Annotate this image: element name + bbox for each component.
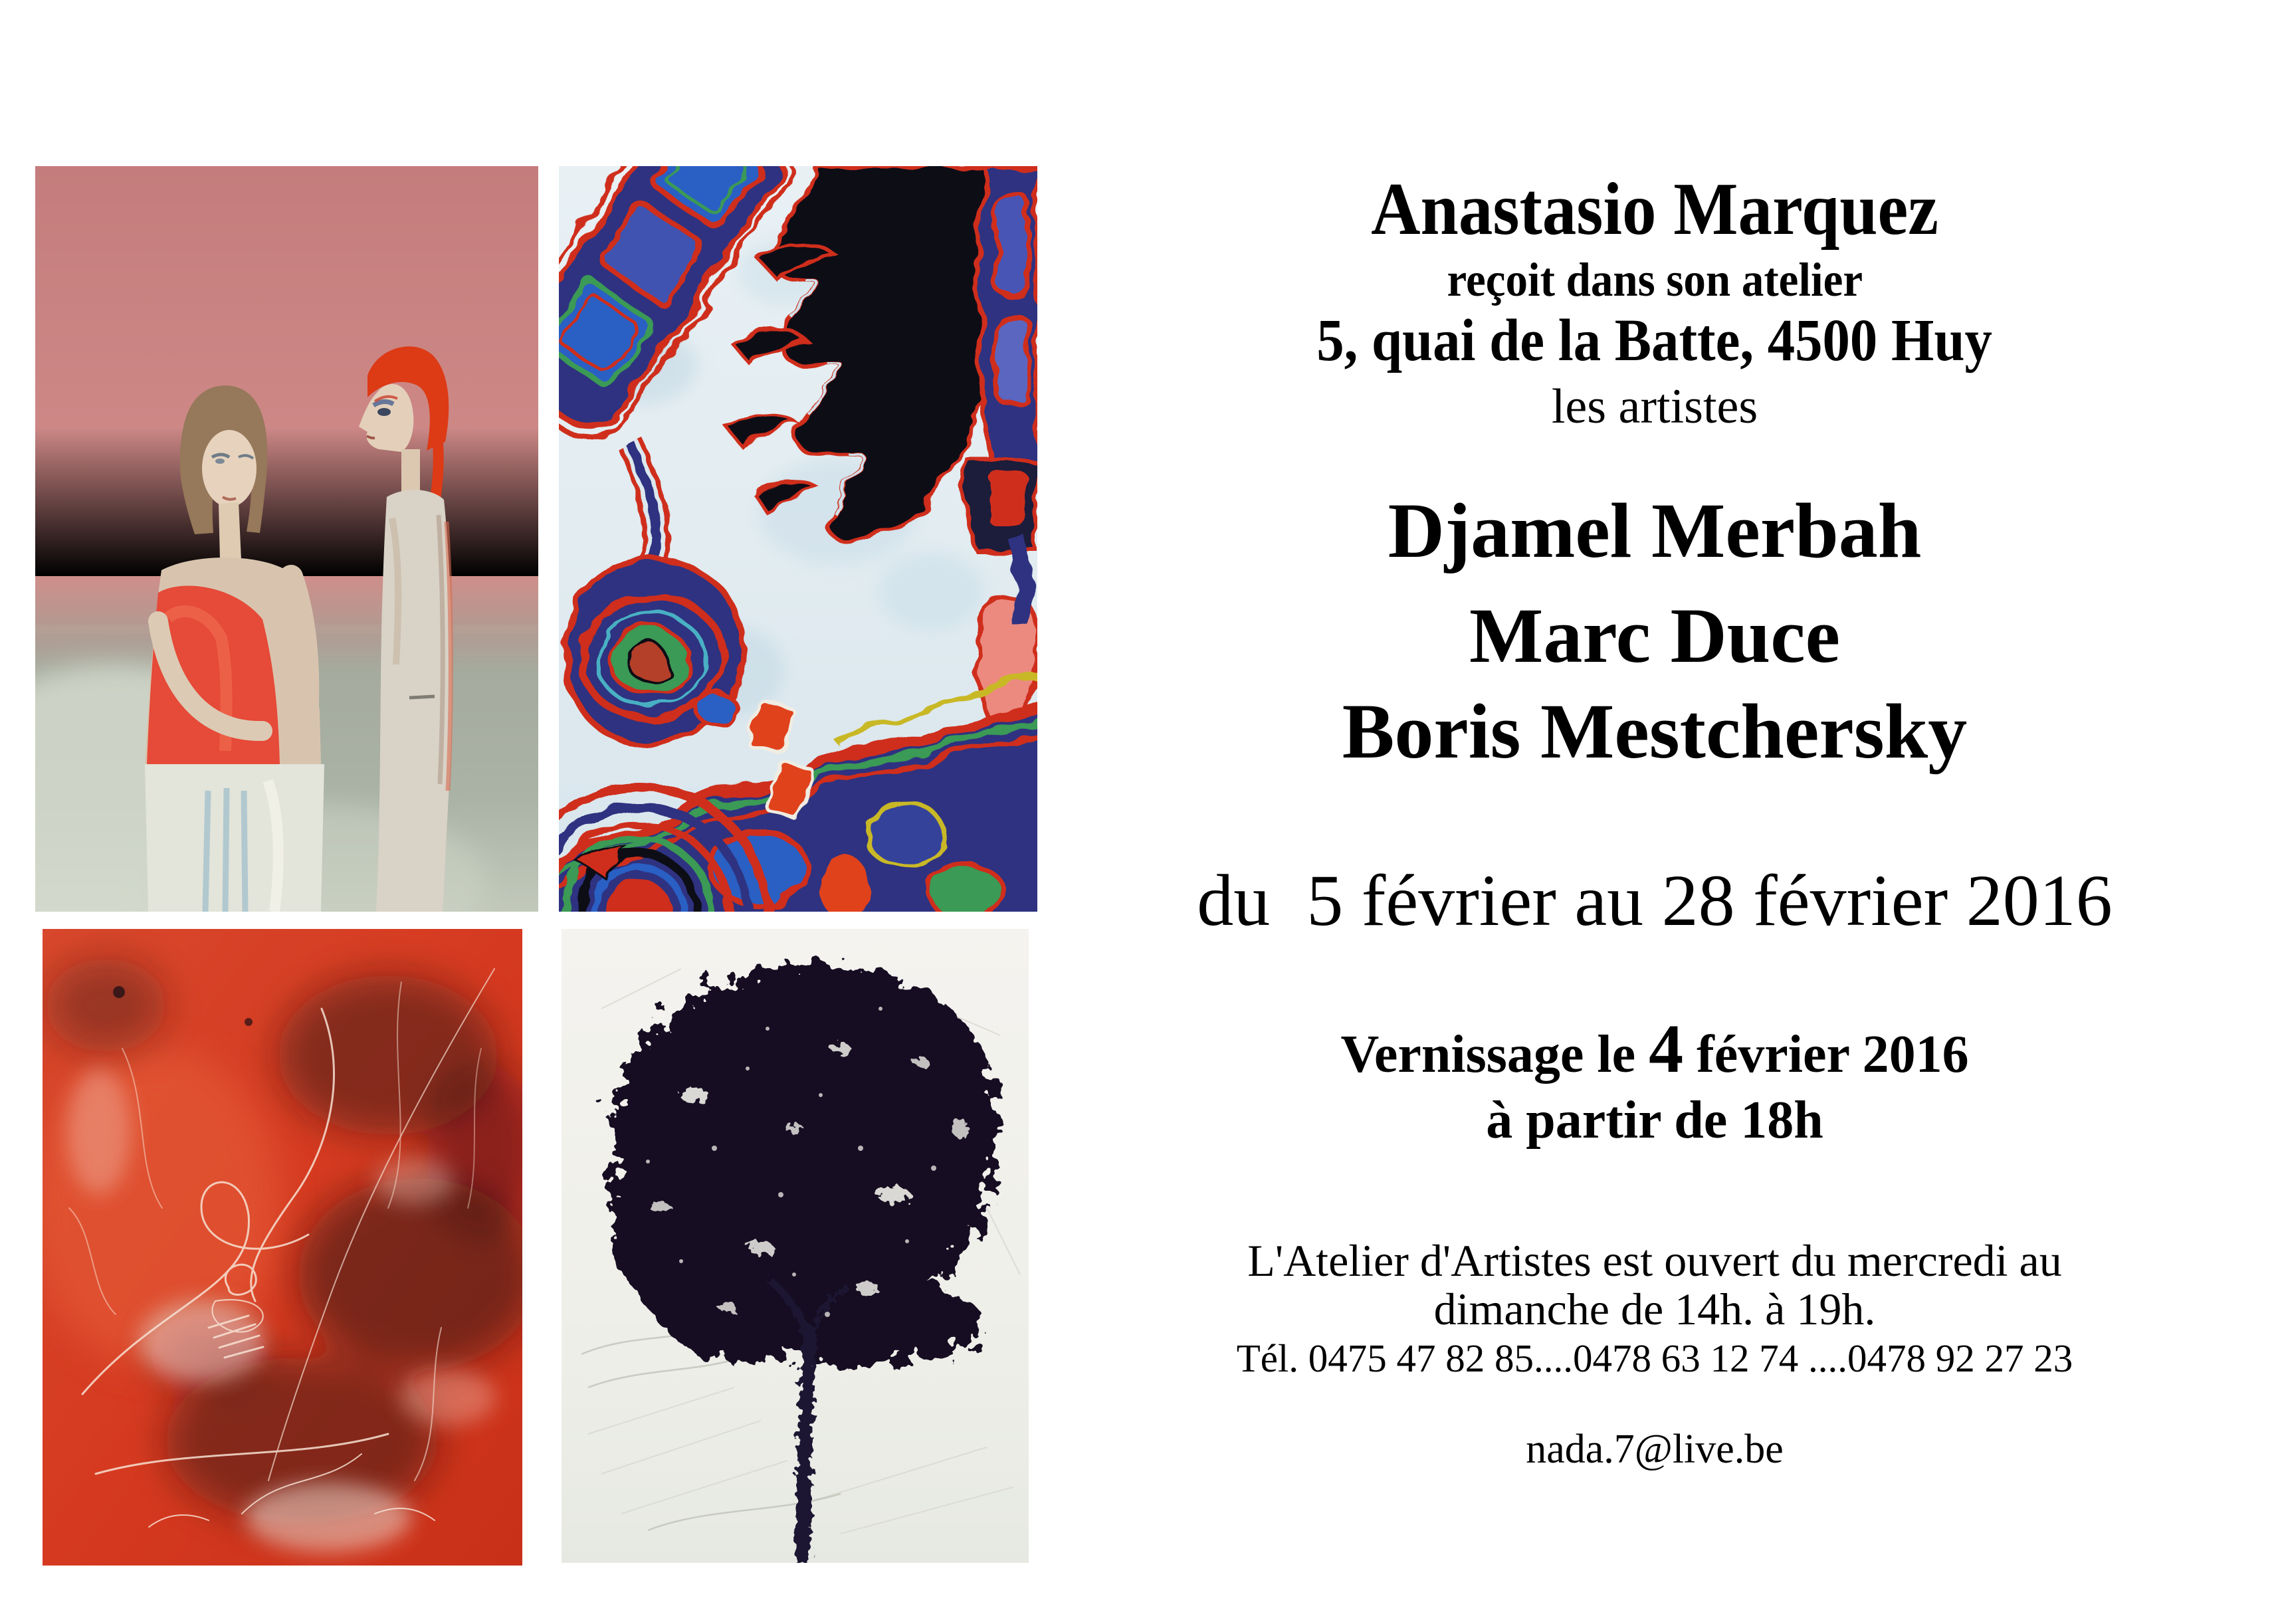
- artist-name-2: Marc Duce: [1469, 592, 1841, 679]
- vernissage-suffix: février 2016: [1683, 1025, 1969, 1084]
- host-address: 5, quai de la Batte, 4500 Huy: [1316, 308, 1993, 373]
- tree-etching-graphic: [562, 929, 1029, 1563]
- email-address: nada.7@live.be: [1526, 1427, 1784, 1472]
- opening-hours-line1: L'Atelier d'Artistes est ouvert du mercredi au: [1247, 1235, 2062, 1286]
- opening-hours-line2: dimanche de 14h. à 19h.: [1433, 1284, 1876, 1334]
- red-monotype-graphic: [43, 929, 522, 1566]
- host-name: Anastasio Marquez: [1371, 168, 1938, 251]
- artwork-psychedelic-abstract: [559, 166, 1037, 912]
- host-receives-line: reçoit dans son atelier: [1447, 253, 1863, 306]
- vernissage-time: à partir de 18h: [1486, 1091, 1823, 1150]
- invitation-text-column: [1130, 0, 2180, 1624]
- two-figures-painting-graphic: [35, 166, 538, 912]
- artwork-two-figures: [35, 166, 538, 912]
- artists-intro-label: les artistes: [1551, 379, 1758, 434]
- artwork-tree-etching: [562, 929, 1029, 1563]
- vernissage-line: [1130, 1011, 2180, 1087]
- artist-name-1: Djamel Merbah: [1388, 487, 1922, 574]
- artwork-red-monotype: [43, 929, 522, 1566]
- vernissage-prefix: Vernissage le: [1340, 1025, 1649, 1084]
- artist-name-3: Boris Mestchersky: [1342, 688, 1968, 775]
- exhibition-dates: du 5 février au 28 février 2016: [1197, 860, 2113, 941]
- vernissage-day: 4: [1649, 1011, 1684, 1087]
- phone-numbers: Tél. 0475 47 82 85....0478 63 12 74 ....0478 92 27 23: [1236, 1336, 2073, 1380]
- psychedelic-painting-graphic: [559, 166, 1037, 912]
